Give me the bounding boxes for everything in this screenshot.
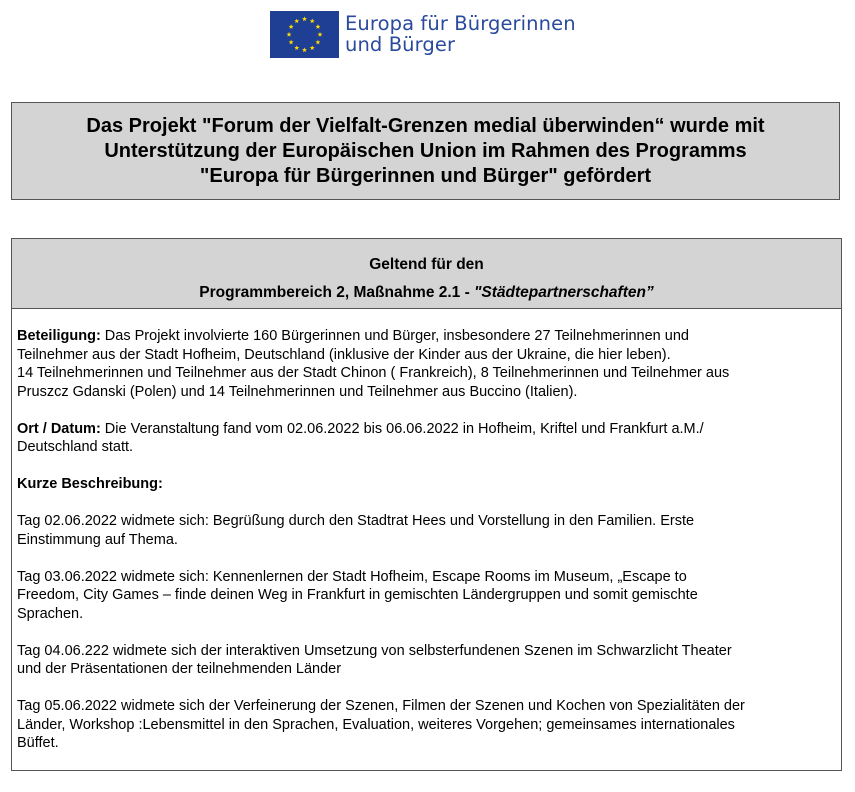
eu-flag-icon	[270, 11, 339, 58]
participation-line-3: 14 Teilnehmerinnen und Teilnehmer aus der Stadt Chinon ( Frankreich), 8 Teilnehmerinnen und Teilnehmer aus	[17, 365, 730, 381]
day-1-paragraph	[17, 512, 836, 549]
day-2-paragraph	[17, 568, 836, 624]
day-4-line-3: Büffet.	[17, 735, 59, 751]
program-header-line-1: Geltend für den	[369, 256, 484, 273]
logo-text	[345, 13, 576, 55]
title-line-3: "Europa für Bürgerinnen und Bürger" gefördert	[199, 164, 652, 187]
day-1-line-2: Einstimmung auf Thema.	[17, 531, 178, 548]
location-paragraph	[17, 420, 836, 457]
eu-logo	[270, 10, 576, 58]
location-line-2: Deutschland statt.	[17, 439, 134, 455]
day-2-line-2: Freedom, City Games – finde deinen Weg in Frankfurt in gemischten Ländergruppen und somit gemischte	[17, 587, 698, 603]
day-2-line-3: Sprachen.	[17, 605, 84, 622]
day-4-paragraph	[17, 697, 836, 753]
day-3-paragraph	[17, 642, 836, 679]
participation-text-1: Das Projekt involvierte 160 Bürgerinnen und Bürger, insbesondere 27 Teilnehmerinnen und	[100, 328, 689, 344]
participation-paragraph	[17, 327, 836, 401]
logo-line-1: Europa für Bürgerinnen	[345, 12, 576, 35]
program-box	[11, 238, 842, 771]
day-4-line-2: Länder, Workshop :Lebensmittel in den Sprachen, Evaluation, weiteres Vorgehen; gemeinsames internationales	[17, 716, 735, 733]
day-2-line-1: Tag 03.06.2022 widmete sich: Kennenlernen der Stadt Hofheim, Escape Rooms im Museum, „Escape to	[17, 568, 687, 585]
title-box	[11, 102, 840, 200]
location-line-1	[17, 420, 836, 439]
participation-line-2: Teilnehmer aus der Stadt Hofheim, Deutschland (inklusive der Kinder aus der Ukraine, die hier leben).	[17, 346, 671, 363]
day-3-line-2: und der Präsentationen der teilnehmenden Länder	[17, 661, 342, 677]
title-line-1: Das Projekt "Forum der Vielfalt-Grenzen medial überwinden“ wurde mit	[86, 114, 765, 137]
program-header-line-2	[12, 279, 841, 307]
eu-stars-icon	[270, 11, 339, 58]
title-line-2: Unterstützung der Europäischen Union im Rahmen des Programms	[104, 139, 747, 162]
page-title	[86, 114, 764, 189]
participation-label: Beteiligung:	[17, 328, 101, 344]
program-area: Programmbereich 2, Maßnahme 2.1 -	[199, 284, 475, 301]
participation-line-4: Pruszcz Gdanski (Polen) und 14 Teilnehmerinnen und Teilnehmer aus Buccino (Italien).	[17, 383, 578, 400]
participation-line-1	[17, 327, 836, 346]
program-content	[12, 309, 841, 753]
description-heading	[17, 475, 836, 494]
location-text-1: Die Veranstaltung fand vom 02.06.2022 bis 06.06.2022 in Hofheim, Kriftel und Frankfurt a.M./	[100, 420, 704, 437]
day-4-line-1: Tag 05.06.2022 widmete sich der Verfeinerung der Szenen, Filmen der Szenen und Kochen von Spezialitäten der	[17, 698, 745, 714]
day-3-line-1: Tag 04.06.222 widmete sich der interaktiven Umsetzung von selbsterfundenen Szenen im Schwarzlicht Theater	[17, 642, 732, 659]
description-label: Kurze Beschreibung:	[17, 476, 163, 492]
program-header	[12, 239, 841, 309]
logo-line-2: und Bürger	[345, 33, 456, 56]
location-label: Ort / Datum:	[17, 420, 101, 437]
day-1-line-1: Tag 02.06.2022 widmete sich: Begrüßung durch den Stadtrat Hees und Vorstellung in den Familien. Erste	[17, 513, 695, 529]
program-measure-italic: "Städtepartnerschaften”	[474, 284, 654, 301]
